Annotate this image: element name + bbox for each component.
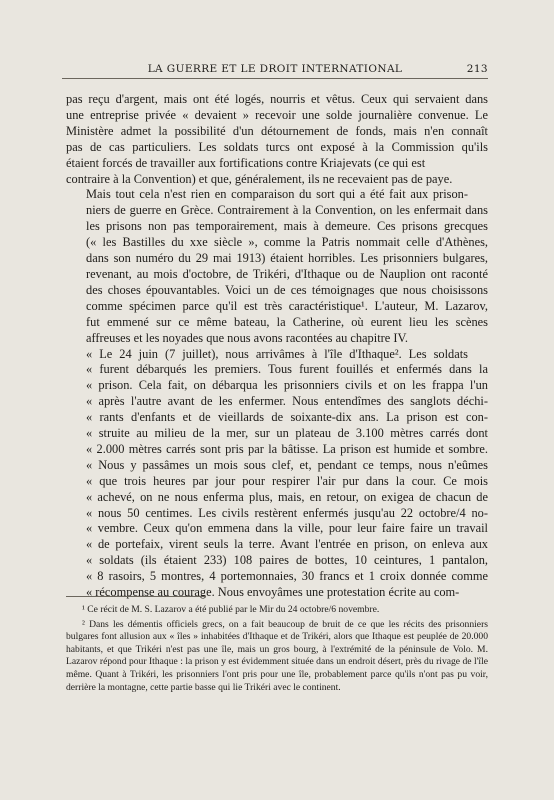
paragraph-2 [66, 187, 488, 346]
text-line: revenant, au mois d'octobre, de Trikéri, d'Ithaque ou de Nauplion ont raconté [86, 266, 488, 281]
text-line: les prisons non pas temporairement, mais à demeure. Ces prisons grecques [86, 219, 488, 234]
text-line: « achevé, on ne nous enferma plus, mais, en retour, on exigea de chacun de [86, 489, 488, 504]
text-line: contraire à la Convention) et que, généralement, ils ne recevaient pas de paye. [66, 171, 453, 186]
text-line: « soldats (ils étaient 233) 108 paires de bottes, 10 ceintures, 1 pantalon, [86, 553, 488, 568]
text-line: affreuses et les noyades que nous avons racontées au chapitre IV. [86, 330, 408, 345]
text-line: Mais tout cela n'est rien en comparaison du sort qui a été fait aux prison- [86, 187, 468, 202]
text-line: des choses épouvantables. Voici un de ces témoignages que nous choisissons [86, 282, 488, 297]
body-text [66, 92, 488, 601]
text-line: « Le 24 juin (7 juillet), nous arrivâmes à l'île d'Ithaque². Les soldats [86, 346, 468, 361]
footnote-2: ² Dans les démentis officiels grecs, on a fait beaucoup de bruit de ce que les récits des prisonniers bulgares font allusion aux « îles » inhabitées d'Ithaque et de Trikéri, alors que Ithaque est peuplée de 20.000 habitants, et que Trikéri n'est pas une île, mais un gros bourg, à l'extrémité de la péninsule de Volo. M. Lazarov répond pour Ithaque : la prison y est évidemment située dans un endroit désert, près du rivage de l'île même. Quant à Trikéri, les prisonniers l'ont pris pour une île, probablement parce qu'ils n'ont pas pu voir, derrière la montagne, cette partie basse qui lie Trikéri avec le continent. [66, 618, 488, 693]
footnote-separator [66, 596, 206, 597]
text-line: pas de cas particuliers. Les soldats turcs ont exposé à la Commission qu'ils [66, 139, 488, 154]
footnotes [66, 604, 488, 696]
text-line: « nous 50 centimes. Les civils restèrent enfermés jusqu'au 22 octobre/4 no- [86, 505, 488, 520]
paragraph-3-testimony [66, 347, 488, 602]
text-line: « rants d'enfants et de vieillards de soixante-dix ans. La prison est con- [86, 410, 488, 425]
text-line: « après l'autre avant de les enfermer. Nous entendîmes des sanglots déchi- [86, 394, 488, 409]
text-line: une entreprise privée « devaient » recevoir une solde journalière convenue. Le [66, 107, 488, 122]
page-number: 213 [466, 63, 488, 75]
text-line: « prison. Cela fait, on débarqua les prisonniers civils et on les frappa l'un [86, 378, 488, 393]
text-line: étaient forcés de travailler aux fortifications contre Kriajevats (ce qui est [66, 155, 426, 170]
text-line: « 8 rasoirs, 5 montres, 4 portemonnaies, 30 francs et 1 croix donnée comme [86, 569, 488, 584]
text-line: « récompense au courage. Nous envoyâmes une protestation écrite au com- [86, 585, 460, 600]
text-line: « struite au milieu de la mer, sur un plateau de 3.100 mètres carrés dont [86, 426, 488, 441]
text-line: Ministère admet la possibilité d'un détournement de fonds, mais n'en connaît [66, 123, 488, 138]
text-line: fut emmené sur ce même bateau, la Catherine, où eurent lieu les scènes [86, 314, 488, 329]
running-title: LA GUERRE ET LE DROIT INTERNATIONAL [147, 63, 403, 75]
paragraph-1 [66, 92, 488, 187]
text-line: pas reçu d'argent, mais ont été logés, nourris et vêtus. Ceux qui servaient dans [66, 92, 488, 106]
running-header [62, 62, 488, 79]
text-line: (« les Bastilles du xxe siècle », comme la Patris nommait celle d'Athènes, [86, 235, 488, 250]
text-line: « 2.000 mètres carrés sont pris par la bâtisse. La prison est humide et sombre. [86, 441, 488, 456]
text-line: « vembre. Ceux qu'on emmena dans la ville, pour leur faire faire un travail [86, 521, 488, 536]
footnote-1: ¹ Ce récit de M. S. Lazarov a été publié par le Mir du 24 octobre/6 novembre. [82, 604, 380, 615]
text-line: « furent débarqués les premiers. Tous furent fouillés et enfermés dans la [86, 362, 488, 377]
text-line: « Nous y passâmes un mois sous clef, et, pendant ce temps, nous n'eûmes [86, 457, 488, 472]
text-line: « de portefaix, virent seuls la terre. Avant l'entrée en prison, on enleva aux [86, 537, 488, 552]
text-line: comme spécimen parce qu'il est très caractéristique¹. L'auteur, M. Lazarov, [86, 298, 488, 313]
text-line: niers de guerre en Grèce. Contrairement à la Convention, on les enfermait dans [86, 203, 488, 218]
text-line: dans son numéro du 29 mai 1913) étaient horribles. Les prisonniers bulgares, [86, 251, 488, 266]
text-line: « que trois heures par jour pour respirer l'air pur dans la cour. Ce mois [86, 473, 488, 488]
